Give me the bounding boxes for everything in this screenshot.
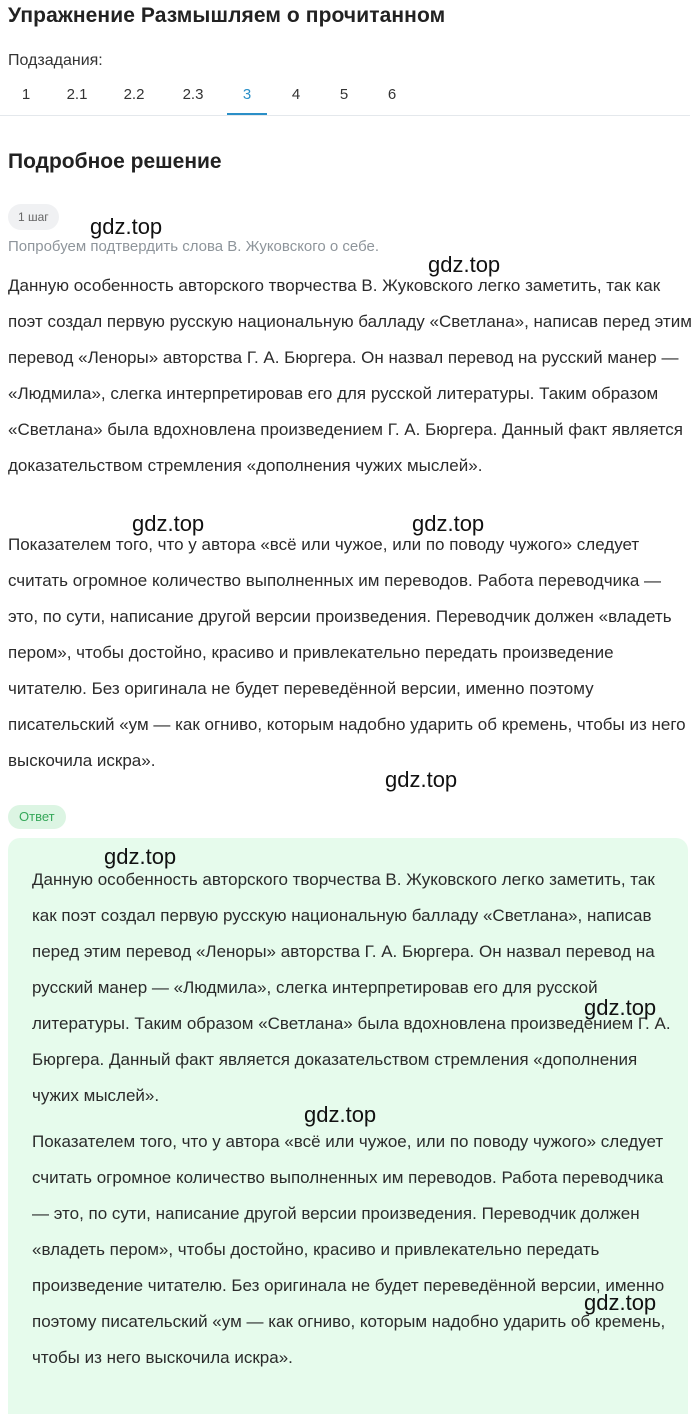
- tab-4[interactable]: 4: [291, 86, 301, 103]
- watermark: gdz.top: [90, 214, 163, 239]
- step-hint: Попробуем подтвердить слова В. Жуковского о себе.: [8, 238, 380, 255]
- subtasks-label: Подзадания:: [8, 52, 103, 69]
- watermark: gdz.top: [584, 995, 657, 1020]
- tab-5[interactable]: 5: [339, 86, 349, 103]
- watermark: gdz.top: [132, 511, 205, 536]
- tab-2-3[interactable]: 2.3: [182, 86, 204, 103]
- page-title: Упражнение Размышляем о прочитанном: [8, 4, 446, 27]
- answer-badge: Ответ: [8, 805, 66, 829]
- tab-6[interactable]: 6: [387, 86, 397, 103]
- answer-paragraph-2: Показателем того, что у автора «всё или чужое, или по поводу чужого» следует считать огромное количество выполненных им переводов. Работа переводчика — это, по сути, написание другой версии произведения. Переводчик должен «владеть пером», чтобы достойно, красиво и привлекательно передать произведение читателю. Без оригинала не будет переведённой версии, именно поэтому писательский «ум — как огниво, которым надобно ударить об кремень, чтобы из него выскочила искра».: [32, 1132, 666, 1367]
- watermark: gdz.top: [584, 1290, 657, 1315]
- tab-2-1[interactable]: 2.1: [66, 86, 88, 103]
- tab-2-2[interactable]: 2.2: [123, 86, 145, 103]
- subtask-tabs: [0, 82, 690, 116]
- solution-paragraph-2: Показателем того, что у автора «всё или чужое, или по поводу чужого» следует считать огромное количество выполненных им переводов. Работа переводчика — это, по сути, написание другой версии произведения. Переводчик должен «владеть пером», чтобы достойно, красиво и привлекательно передать произведение читателю. Без оригинала не будет переведённой версии, именно поэтому писательский «ум — как огниво, которым надобно ударить об кремень, чтобы из него выскочила искра».: [8, 535, 686, 770]
- watermark: gdz.top: [385, 767, 458, 792]
- section-title: Подробное решение: [8, 150, 222, 173]
- tab-1[interactable]: 1: [21, 86, 31, 103]
- watermark: gdz.top: [104, 844, 177, 869]
- answer-paragraph-1: Данную особенность авторского творчества В. Жуковского легко заметить, так как поэт создал первую русскую национальную балладу «Светлана», написав перед этим перевод «Леноры» авторства Г. А. Бюргера. Он назвал перевод на русский манер — «Людмила», слегка интерпретировав его для русской литературы. Таким образом «Светлана» была вдохновлена произведением Г. А. Бюргера. Данный факт является доказательством стремления «дополнения чужих мыслей».: [32, 870, 671, 1105]
- watermark: gdz.top: [428, 252, 501, 277]
- step-badge: 1 шаг: [8, 204, 59, 230]
- watermark: gdz.top: [412, 511, 485, 536]
- watermark: gdz.top: [304, 1102, 377, 1127]
- solution-paragraph-1: Данную особенность авторского творчества В. Жуковского легко заметить, так как поэт создал первую русскую национальную балладу «Светлана», написав перед этим перевод «Леноры» авторства Г. А. Бюргера. Он назвал перевод на русский манер — «Людмила», слегка интерпретировав его для русской литературы. Таким образом «Светлана» была вдохновлена произведением Г. А. Бюргера. Данный факт является доказательством стремления «дополнения чужих мыслей».: [8, 276, 692, 475]
- tab-3[interactable]: 3: [227, 82, 267, 115]
